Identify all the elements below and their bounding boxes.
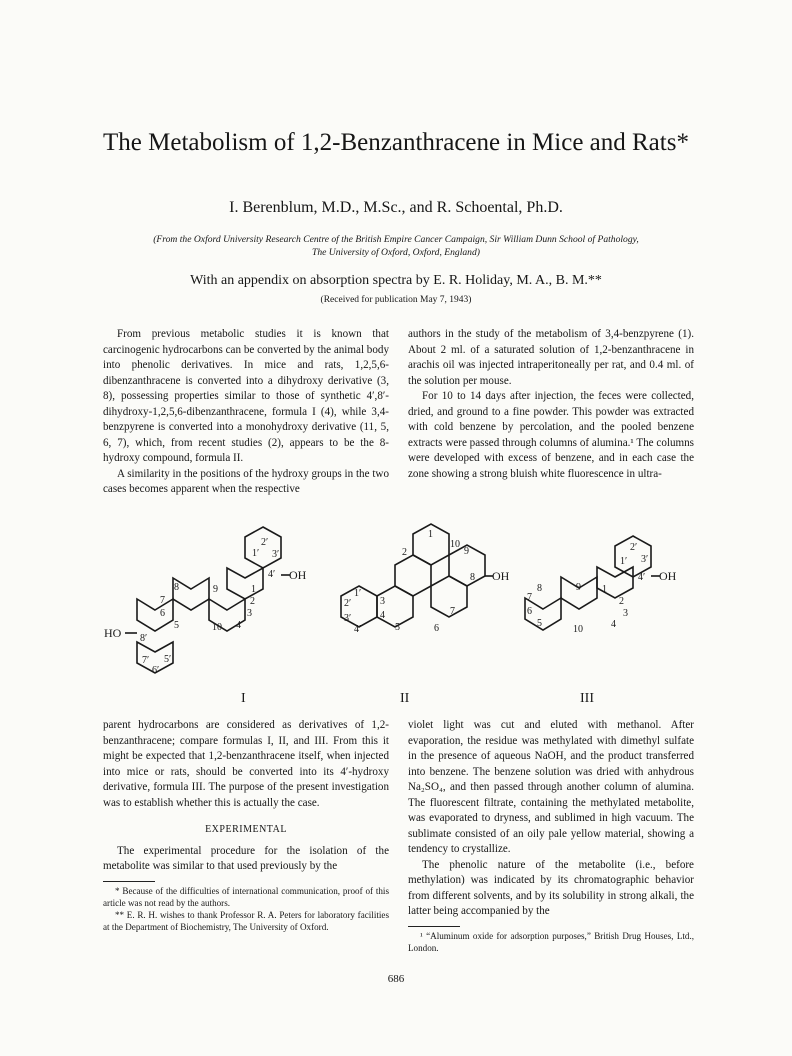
formula-i-structure [137,527,281,673]
oh-label: OH [659,569,677,583]
formula-iii-number: 4 [611,619,616,630]
formula-i-number: 3′ [272,549,280,560]
formula-ii-number: 1 [428,529,433,540]
paragraph: From previous metabolic studies it is known that carcinogenic hydrocarbons can be converted by the animal body into phenolic derivatives. In mice and rats, 1,2,5,6-dibenzanthracene is converted into a dihydroxy derivative (3, 8), possessing properties similar to those of synthetic 4′,8′-dihydroxy-1,2,5,6-dibenzanthracene, formula I (4), while 3,4-benzpyrene is converted into a monohydroxy derivative (11, 5, 6, 7), which, from recent studies (2), appears to be the 8-hydroxy compound, formula II. [103,328,389,464]
formula-i-number: 8 [174,582,179,593]
formula-i-number: 5 [174,620,179,631]
footnote: ** E. R. H. wishes to thank Professor R. A. Peters for laboratory facilities at the Department of Biochemistry, The University of Oxford. [103,909,389,932]
footnote: ¹ “Aluminum oxide for adsorption purposes,” British Drug Houses, Ltd., London. [408,930,694,953]
formula-iii-number: 2′ [630,542,638,553]
formula-ii-number: 4′ [354,624,362,635]
formula-i-number: 1 [251,584,256,595]
chemical-formulas-figure [100,520,692,710]
formula-ii-number: 3 [380,596,385,607]
formula-iii-number: 1′ [620,556,628,567]
paragraph: A similarity in the positions of the hydroxy groups in the two cases becomes apparent when the respective [103,467,389,495]
section-heading: EXPERIMENTAL [205,824,287,835]
formula-ii-number: 8 [470,572,475,583]
formula-i-number: 9 [213,584,218,595]
formula-i-number: 4 [236,620,241,631]
formula-iii-number: 4′ [638,572,646,583]
formula-iii-number: 1 [602,584,607,595]
column-left-top [103,327,389,498]
page-number: 686 [387,973,405,985]
ho-label: HO [104,626,122,640]
formula-label-iii: III [580,691,594,706]
formula-i-number: 8′ [140,633,148,644]
formula-ii-number: 2 [402,547,407,558]
appendix-note: With an appendix on absorption spectra by E. R. Holiday, M. A., B. M.** [190,273,602,288]
paragraph: For 10 to 14 days after injection, the feces were collected, dried, and ground to a fine powder. This powder was extracted with cold benzene by percolation, and the pooled benzene extracts were passed through columns of alumina.¹ The columns were developed with excess of benzene, and in each case the zone showing a strong bluish white fluorescence in ultra- [408,390,694,480]
footnote-rule [103,881,155,882]
formula-ii-number: 4 [380,610,385,621]
paragraph: The phenolic nature of the metabolite (i.e., before methylation) was indicated by its chromatographic behavior from different solvents, and by its solubility in strong alkali, the latter being accompanied by the [408,858,694,917]
formula-label-ii: II [400,691,410,706]
article-title: The Metabolism of 1,2-Benzanthracene in Mice and Rats* [103,129,689,156]
formula-ii-number: 9 [464,546,469,557]
formula-ii-number: 6 [434,623,439,634]
author-affiliation: (From the Oxford University Research Centre of the British Empire Cancer Campaign, Sir William Dunn School of Pathology, The University of Oxford, Oxford, England) [153,234,639,258]
formula-iii-number: 6 [527,606,532,617]
oh-label: OH [492,569,510,583]
formula-ii-number: 3′ [344,613,352,624]
paragraph: violet light was cut and eluted with methanol. After evaporation, the residue was methylated with dimethyl sulfate in the presence of aqueous NaOH, and the product transferred into benzene. The benzene solution was dried with anhydrous Na₂SO₄, and then passed through another column of alumina. The fluorescent filtrate, containing the methylated metabolite, was evaporated to dryness, and sublimed in high vacuum. The sublimate consisted of an oily pale yellow material, showing a tendency to crystallize. [408,719,694,855]
formula-i-number: 4′ [268,569,276,580]
formula-i-number: 7 [160,595,165,606]
footnote-rule [408,926,460,927]
formula-i-number: 7′ [142,655,150,666]
formula-i-number: 6 [160,608,165,619]
article-authors: I. Berenblum, M.D., M.Sc., and R. Schoental, Ph.D. [229,199,563,216]
formula-i-number: 10 [212,622,222,633]
oh-label: OH [289,568,307,582]
formula-iii-number: 5 [537,618,542,629]
formula-ii-number: 5 [395,622,400,633]
paragraph: The experimental procedure for the isolation of the metabolite was similar to that used previously by the [103,844,389,872]
column-left-bottom [103,718,389,933]
formula-i-number: 1′ [252,548,260,559]
column-right-bottom [408,718,694,954]
formula-ii-structure [341,524,485,627]
footnotes-left [103,885,389,933]
formula-iii-number: 2 [619,596,624,607]
formula-iii-number: 3 [623,608,628,619]
formula-iii-number: 10 [573,624,583,635]
formula-i-number: 2 [250,596,255,607]
formula-i-number: 5′ [164,654,172,665]
formula-iii-number: 9 [576,582,581,593]
paragraph: parent hydrocarbons are considered as derivatives of 1,2-benzanthracene; compare formulas I, II, and III. From this it might be expected that 1,2-benzanthracene itself, when injected into mice or rats, should be converted into its 4′-hydroxy derivative, formula III. The purpose of the present investigation was to establish whether this is actually the case. [103,719,389,809]
formula-ii-number: 2′ [344,598,352,609]
formula-iii-number: 7 [527,592,532,603]
formula-ii-number: 1′ [354,588,362,599]
formula-i-number: 6′ [152,665,160,676]
formula-i-number: 2′ [261,537,269,548]
formula-iii-number: 8 [537,583,542,594]
formula-iii-number: 3′ [641,554,649,565]
formula-label-i: I [241,691,246,706]
formula-ii-number: 10 [450,539,460,550]
paragraph: authors in the study of the metabolism of 3,4-benzpyrene (1). About 2 ml. of a saturated solution of 1,2-benzanthracene in arachis oil was injected intraperitoneally per rat, and 0.4 ml. of the solution per mouse. [408,328,694,387]
received-date: (Received for publication May 7, 1943) [320,295,472,305]
footnote-right [408,930,694,954]
formula-i-number: 3 [247,608,252,619]
footnote: * Because of the difficulties of international communication, proof of this article was not read by the authors. [103,885,389,908]
column-right-top [408,327,694,482]
formula-ii-number: 7 [450,606,455,617]
